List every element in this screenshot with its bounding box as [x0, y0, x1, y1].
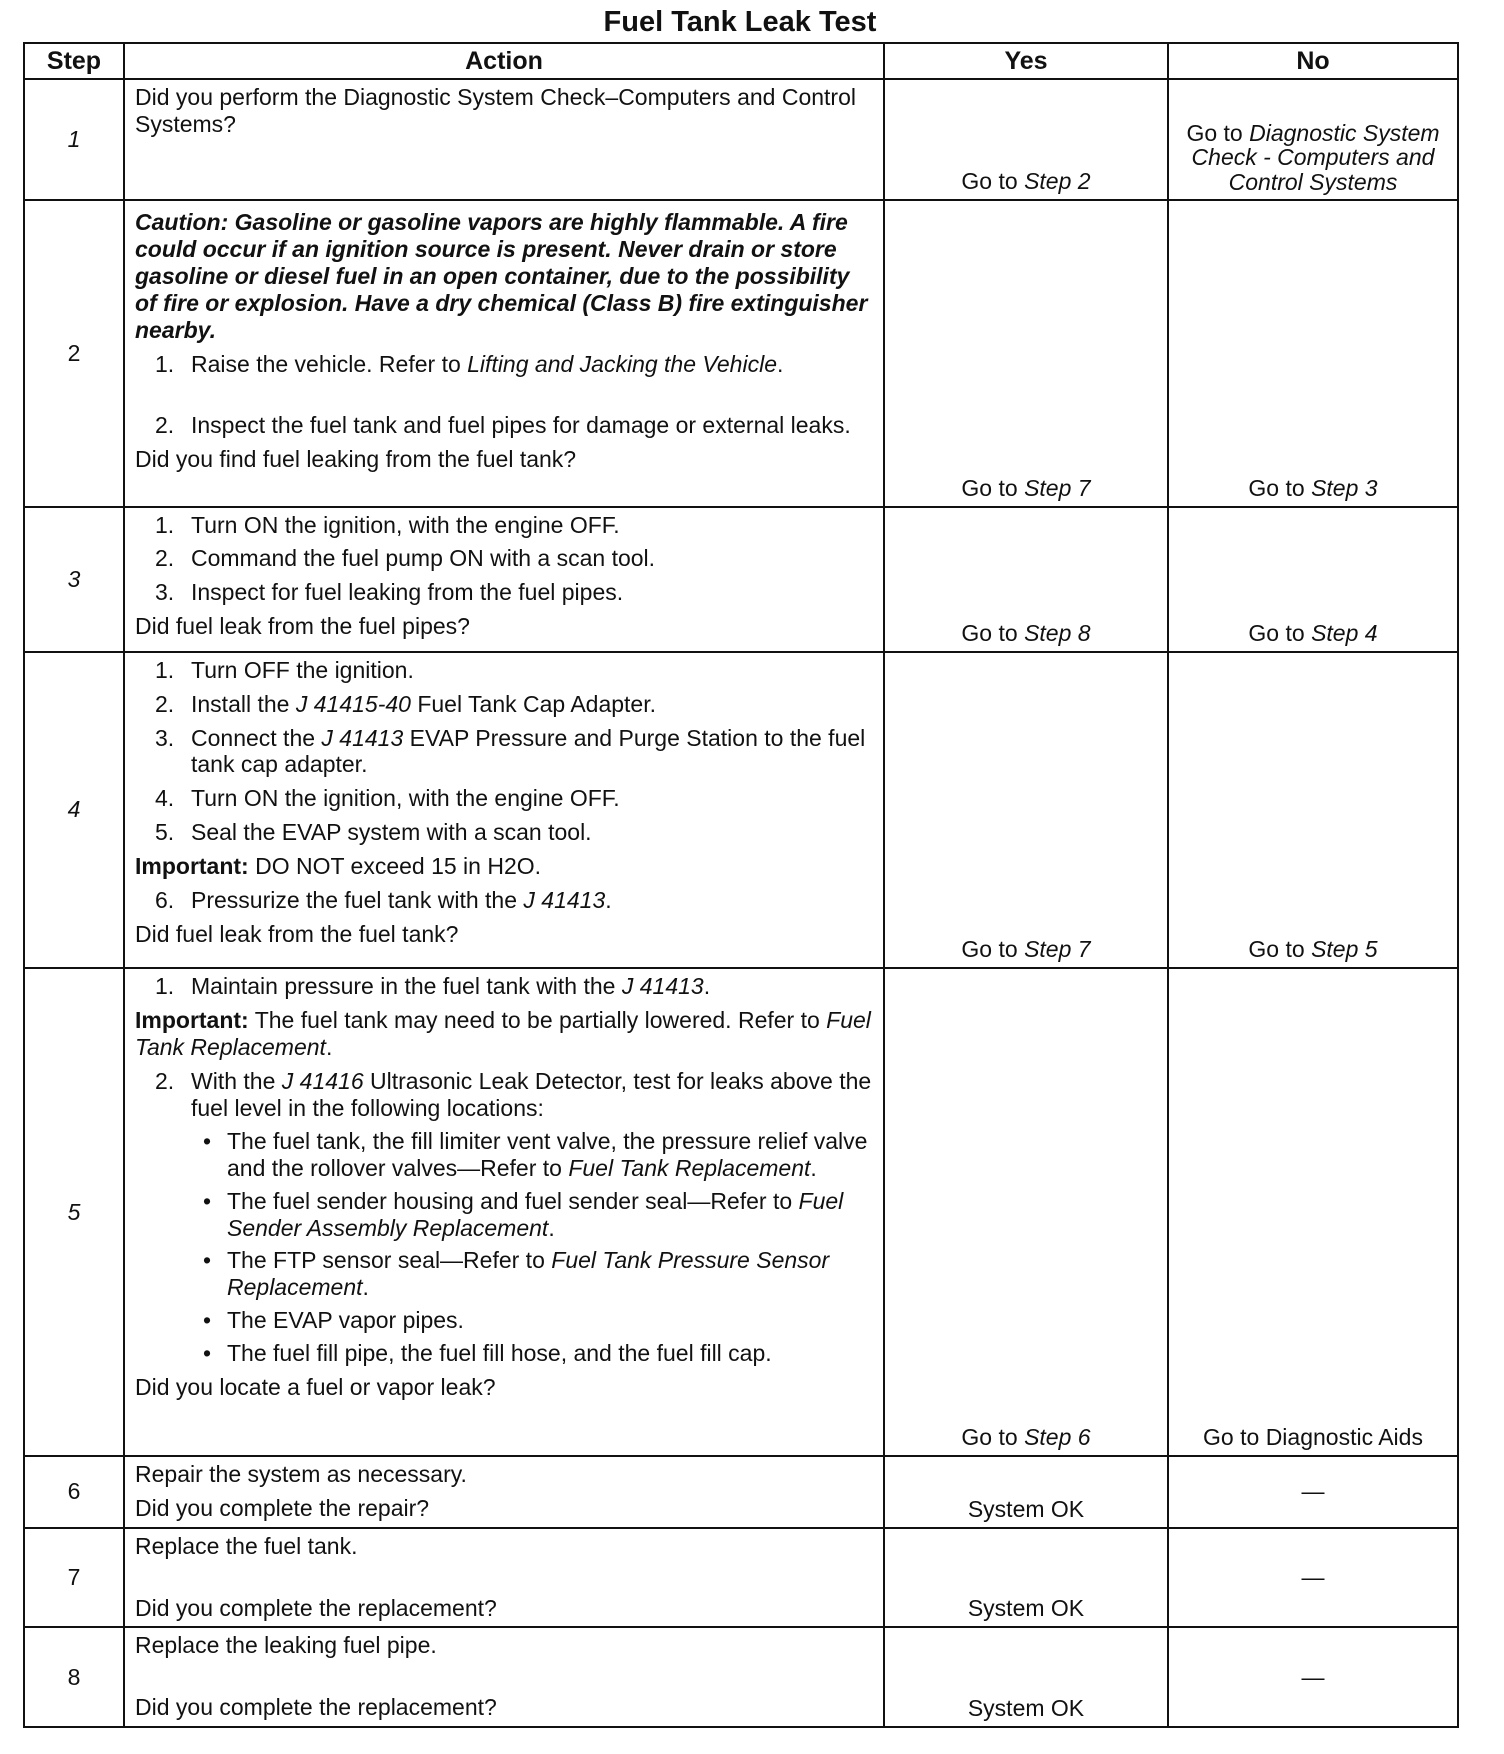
no-step-link[interactable]: Step 5 [1311, 936, 1378, 963]
punctuation: . [362, 1274, 369, 1301]
punctuation: . [810, 1154, 817, 1181]
action-question: Did you find fuel leaking from the fuel tank? [135, 446, 577, 473]
table-row [24, 507, 1458, 652]
action-step-text: Turn ON the ignition, with the engine OFF. [191, 511, 620, 538]
yes-prefix: Go to [961, 619, 1025, 646]
page-title: Fuel Tank Leak Test [603, 6, 877, 38]
diagnostic-table [23, 42, 1459, 1728]
bullet-icon: • [203, 1127, 212, 1154]
tool-number: J 41413 [321, 724, 404, 751]
no-step-link[interactable]: Step 4 [1311, 619, 1378, 646]
bullet-text: The FTP sensor seal—Refer to [227, 1247, 552, 1274]
punctuation: . [325, 1034, 333, 1061]
tool-number: J 41413 [523, 887, 606, 914]
no-cell: — [1168, 1456, 1458, 1527]
caution-text: Caution: Gasoline or gasoline vapors are highly flammable. A fire could occur if an ignition source is present. Never drain or store gasoline or diesel fuel in an open container, due to the possibility of fire or explosion. Have a dry chemical (Class B) fire extinguisher nearby. [135, 208, 868, 343]
yes-cell [884, 200, 1168, 507]
tool-number: J 41413 [621, 973, 704, 1000]
action-step-text: EVAP Pressure and Purge Station to the fuel tank cap adapter. [191, 724, 866, 778]
step-number: 4 [24, 652, 124, 969]
bullet-text: The fuel sender housing and fuel sender seal—Refer to [227, 1187, 799, 1214]
spacer [135, 1659, 873, 1687]
bullet-text: The fuel tank, the fill limiter vent valve, the pressure relief valve and the rollover valves—Refer to [227, 1127, 868, 1181]
action-step-text: Connect the [191, 724, 322, 751]
action-step [135, 512, 873, 539]
tool-number: J 41416 [281, 1068, 364, 1094]
action-step [135, 351, 873, 378]
table-row [24, 1627, 1458, 1727]
reference-link[interactable]: Lifting and Jacking the Vehicle [467, 350, 777, 377]
action-step-text: Turn OFF the ignition. [191, 656, 414, 683]
punctuation: . [703, 973, 711, 1000]
yes-step-link[interactable]: Step 7 [1024, 936, 1091, 963]
no-cell: — [1168, 1528, 1458, 1628]
bullet-icon: • [203, 1247, 212, 1274]
bullet-text: The fuel fill pipe, the fuel fill hose, and the fuel fill cap. [227, 1340, 772, 1367]
important-label: Important: [135, 1007, 249, 1034]
action-step-number: 2. [155, 1068, 175, 1094]
important-text: DO NOT exceed 15 in H2O. [248, 853, 542, 880]
action-step-text: Inspect the fuel tank and fuel pipes for damage or external leaks. [191, 412, 851, 439]
action-instruction: Replace the leaking fuel pipe. [135, 1632, 437, 1659]
reference-link[interactable]: Fuel Tank Pressure Sensor Replacement [227, 1247, 830, 1301]
step-number: 6 [24, 1456, 124, 1527]
important-note [135, 1007, 873, 1061]
yes-prefix: Go to [961, 1424, 1025, 1451]
action-cell [124, 1456, 884, 1527]
no-prefix: Go to [1248, 619, 1312, 646]
action-step [135, 887, 873, 914]
action-step-number: 6. [155, 887, 175, 914]
bullet-item [135, 1188, 873, 1242]
action-step-text: Pressurize the fuel tank with the [191, 887, 524, 914]
action-instruction: Replace the fuel tank. [135, 1532, 358, 1559]
yes-step-link[interactable]: Step 7 [1024, 474, 1091, 501]
step-number: 5 [24, 968, 124, 1456]
yes-cell: System OK [884, 1456, 1168, 1527]
action-step-number: 2. [155, 545, 175, 572]
yes-step-link[interactable]: Step 8 [1024, 619, 1091, 646]
action-instruction: Repair the system as necessary. [135, 1461, 467, 1488]
bullet-item [135, 1128, 873, 1182]
table-row [24, 200, 1458, 507]
action-step [135, 545, 873, 572]
table-row [24, 1456, 1458, 1527]
no-cell [1168, 507, 1458, 652]
action-step-number: 2. [155, 690, 175, 717]
action-step-number: 3. [155, 579, 175, 606]
action-step-text: Install the [191, 690, 296, 717]
action-question: Did you complete the replacement? [135, 1594, 497, 1621]
bullet-item [135, 1340, 873, 1367]
action-step [135, 725, 873, 779]
action-question: Did you locate a fuel or vapor leak? [135, 1374, 496, 1401]
yes-cell: System OK [884, 1528, 1168, 1628]
action-cell [124, 200, 884, 507]
yes-cell [884, 507, 1168, 652]
action-cell [124, 968, 884, 1456]
action-step-number: 2. [155, 412, 175, 439]
spacer [135, 377, 873, 405]
bullet-icon: • [203, 1307, 212, 1334]
yes-prefix: Go to [961, 474, 1025, 501]
important-label: Important: [135, 853, 249, 880]
action-step-number: 1. [155, 350, 175, 377]
action-step-text: Maintain pressure in the fuel tank with the [191, 973, 622, 1000]
spacer [135, 1560, 873, 1588]
action-step [135, 657, 873, 684]
header-row [24, 43, 1458, 79]
action-step-text: With the [191, 1068, 282, 1094]
header-yes: Yes [884, 43, 1168, 79]
yes-cell [884, 79, 1168, 200]
bullet-icon: • [203, 1340, 212, 1367]
action-cell [124, 652, 884, 969]
action-step-number: 5. [155, 819, 175, 846]
action-question: Did fuel leak from the fuel pipes? [135, 613, 470, 640]
tool-number: J 41415-40 [295, 690, 411, 717]
no-link[interactable]: Go to Diagnostic Aids [1203, 1424, 1423, 1451]
step-number: 7 [24, 1528, 124, 1628]
action-step [135, 412, 873, 439]
yes-cell: System OK [884, 1627, 1168, 1727]
no-prefix: Go to [1248, 474, 1312, 501]
yes-prefix: Go to [961, 167, 1025, 194]
yes-prefix: Go to [961, 936, 1025, 963]
step-number: 3 [24, 507, 124, 652]
yes-step-link[interactable]: Step 2 [1024, 167, 1091, 194]
action-cell [124, 1627, 884, 1727]
action-step-text: Inspect for fuel leaking from the fuel pipes. [191, 579, 624, 606]
action-step [135, 1068, 873, 1122]
no-prefix: Go to [1186, 119, 1250, 146]
action-step-text: Seal the EVAP system with a scan tool. [191, 819, 592, 846]
punctuation: . [605, 887, 612, 914]
table-row [24, 968, 1458, 1456]
step-number: 1 [24, 79, 124, 200]
action-question: Did you complete the repair? [135, 1495, 430, 1522]
no-cell: — [1168, 1627, 1458, 1727]
header-step: Step [24, 43, 124, 79]
bullet-item [135, 1307, 873, 1334]
action-question: Did you complete the replacement? [135, 1694, 497, 1721]
reference-link[interactable]: Fuel Sender Assembly Replacement [227, 1187, 844, 1241]
step-number: 2 [24, 200, 124, 507]
action-question: Did you perform the Diagnostic System Check–Computers and Control Systems? [135, 84, 856, 137]
no-cell [1168, 968, 1458, 1456]
action-step-text: Fuel Tank Cap Adapter. [410, 690, 657, 717]
no-cell [1168, 652, 1458, 969]
action-step [135, 973, 873, 1000]
action-step [135, 785, 873, 812]
yes-cell [884, 652, 1168, 969]
bullet-text: The EVAP vapor pipes. [227, 1307, 464, 1334]
important-note [135, 853, 873, 880]
reference-link[interactable]: Fuel Tank Replacement [568, 1154, 811, 1181]
action-step [135, 819, 873, 846]
action-step-text: Command the fuel pump ON with a scan tool. [191, 545, 656, 572]
no-prefix: Go to [1248, 936, 1312, 963]
important-text: The fuel tank may need to be partially lowered. Refer to [248, 1007, 827, 1034]
table-row [24, 1528, 1458, 1628]
no-cell [1168, 200, 1458, 507]
action-step [135, 691, 873, 718]
yes-cell [884, 968, 1168, 1456]
action-step-number: 3. [155, 724, 175, 751]
action-step-number: 1. [155, 511, 175, 538]
action-cell [124, 79, 884, 200]
punctuation: . [548, 1214, 555, 1241]
action-step-number: 4. [155, 785, 175, 812]
action-question: Did fuel leak from the fuel tank? [135, 920, 459, 947]
action-step-number: 1. [155, 973, 175, 1000]
action-cell [124, 1528, 884, 1628]
action-cell [124, 507, 884, 652]
yes-step-link[interactable]: Step 6 [1024, 1424, 1091, 1451]
header-no: No [1168, 43, 1458, 79]
action-step-text: Turn ON the ignition, with the engine OFF. [191, 785, 620, 812]
reference-link[interactable]: Fuel Tank Replacement [135, 1007, 871, 1061]
no-step-link[interactable]: Step 3 [1311, 474, 1378, 501]
no-link[interactable]: Diagnostic System Check - Computers and Control Systems [1191, 119, 1440, 196]
bullet-icon: • [203, 1187, 212, 1214]
action-step-text: Raise the vehicle. Refer to [191, 350, 468, 377]
no-cell [1168, 79, 1458, 200]
punctuation: . [777, 350, 784, 377]
header-action: Action [124, 43, 884, 79]
action-step-text: Ultrasonic Leak Detector, test for leaks above the fuel level in the following locations: [191, 1068, 872, 1121]
table-row [24, 652, 1458, 969]
step-number: 8 [24, 1627, 124, 1727]
action-step-number: 1. [155, 656, 175, 683]
bullet-item [135, 1247, 873, 1301]
table-row [24, 79, 1458, 200]
action-step [135, 579, 873, 606]
